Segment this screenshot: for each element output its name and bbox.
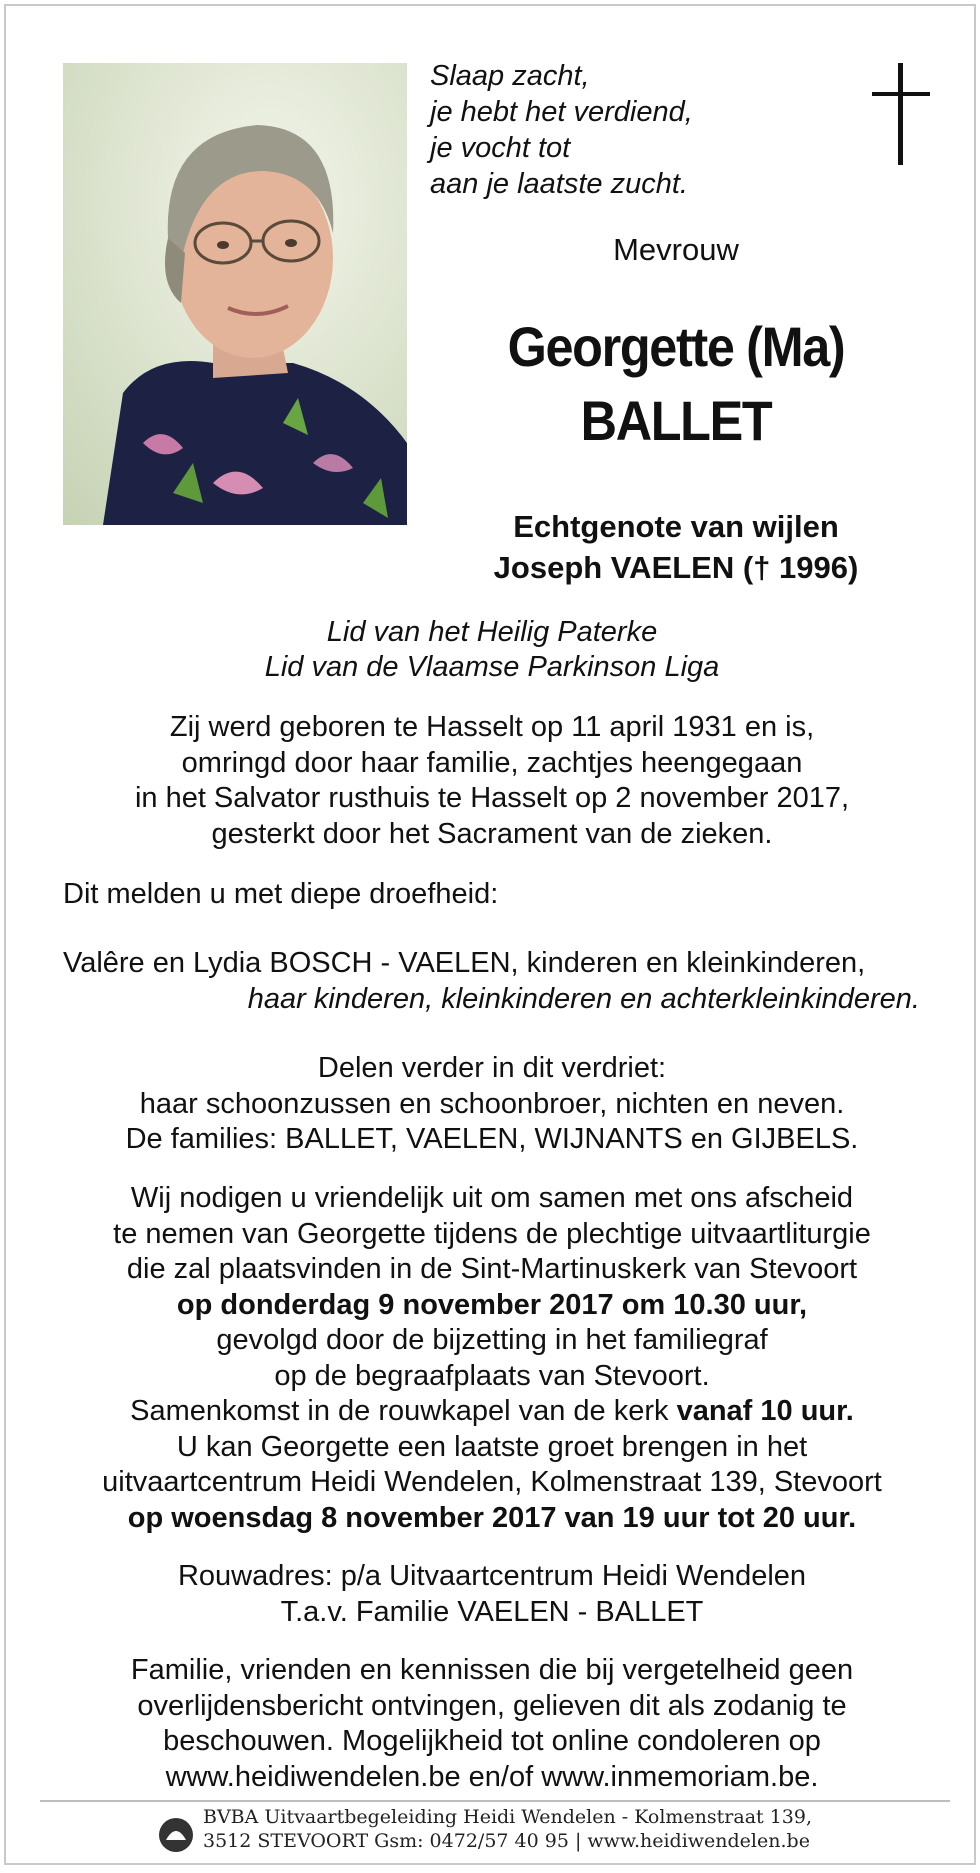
birth-line: Zij werd geboren te Hasselt op 11 april 1931 en is, — [169, 711, 815, 743]
share-paragraph — [26, 1051, 958, 1158]
cross-icon — [872, 63, 930, 165]
spouse-info — [426, 506, 926, 588]
membership-line: Lid van de Vlaamse Parkinson Liga — [264, 651, 720, 683]
spouse-line: Echtgenote van wijlen — [513, 509, 839, 544]
footer-line: BVBA Uitvaartbegeleiding Heidi Wendelen - Kolmenstraat 139, — [203, 1806, 813, 1828]
footer-line: 3512 STEVOORT Gsm: 0472/57 40 95 | www.heidiwendelen.be — [203, 1830, 810, 1852]
share-line: De families: BALLET, VAELEN, WIJNANTS en GIJBELS. — [125, 1123, 859, 1155]
poem-line: je vocht tot — [430, 132, 571, 164]
name-first: Georgette (Ma) — [507, 315, 845, 378]
portrait-illustration — [63, 63, 407, 525]
birth-paragraph — [26, 710, 958, 852]
invitation-paragraph — [26, 1181, 958, 1536]
invite-line: die zal plaatsvinden in de Sint-Martinuskerk van Stevoort — [126, 1253, 858, 1285]
notice-line: overlijdensbericht ontvingen, gelieven dit als zodanig te — [137, 1689, 847, 1722]
funeral-home-logo-icon — [156, 1814, 196, 1854]
portrait-photo — [63, 63, 407, 525]
share-line: Delen verder in dit verdriet: — [317, 1052, 667, 1084]
mourning-address — [26, 1559, 958, 1630]
invite-line: U kan Georgette een laatste groet brengen in het — [176, 1430, 808, 1463]
visitation-datetime: op woensdag 8 november 2017 van 19 uur tot 20 uur. — [127, 1501, 857, 1534]
notice-line: Familie, vrienden en kennissen die bij vergetelheid geen — [130, 1654, 854, 1686]
name-last: BALLET — [580, 389, 772, 452]
spouse-line: Joseph VAELEN († 1996) — [493, 550, 859, 585]
footer-info — [203, 1805, 812, 1853]
invite-line: Wij nodigen u vriendelijk uit om samen met ons afscheid — [130, 1182, 854, 1214]
poem-line: aan je laatste zucht. — [430, 168, 688, 200]
birth-line: in het Salvator rusthuis te Hasselt op 2 november 2017, — [134, 782, 850, 814]
address-line: T.a.v. Familie VAELEN - BALLET — [280, 1595, 704, 1628]
invite-line: op de begraafplaats van Stevoort. — [274, 1359, 710, 1392]
birth-line: omringd door haar familie, zachtjes heengegaan — [181, 746, 803, 779]
footer-divider — [40, 1800, 950, 1802]
invite-line: gevolgd door de bijzetting in het familiegraf — [216, 1324, 768, 1356]
notice-paragraph — [26, 1653, 958, 1795]
gathering-text: Samenkomst in de rouwkapel van de kerk — [130, 1395, 677, 1427]
family-line: Valêre en Lydia BOSCH - VAELEN, kinderen en kleinkinderen, — [63, 947, 866, 979]
notice-line: beschouwen. Mogelijkheid tot online condoleren op — [163, 1725, 821, 1757]
poem-line: Slaap zacht, — [430, 60, 590, 92]
gathering-line — [26, 1394, 958, 1430]
deceased-name — [451, 310, 901, 458]
address-line: Rouwadres: p/a Uitvaartcentrum Heidi Wendelen — [177, 1560, 807, 1592]
gathering-time: vanaf 10 uur. — [676, 1395, 854, 1427]
family-line-italic: haar kinderen, kleinkinderen en achterkleinkinderen. — [247, 983, 920, 1015]
obituary-card — [4, 4, 976, 1865]
poem-line: je hebt het verdiend, — [430, 96, 693, 128]
birth-line: gesterkt door het Sacrament van de zieken. — [211, 817, 773, 850]
poem — [430, 58, 693, 202]
invite-line: te nemen van Georgette tijdens de plechtige uitvaartliturgie — [113, 1217, 871, 1250]
announce-line: Dit melden u met diepe droefheid: — [63, 878, 499, 910]
memberships — [26, 615, 958, 685]
honorific: Mevrouw — [613, 232, 739, 267]
share-line: haar schoonzussen en schoonbroer, nichten en neven. — [139, 1087, 845, 1120]
notice-line: www.heidiwendelen.be en/of www.inmemoriam.be. — [165, 1760, 819, 1793]
invite-line: uitvaartcentrum Heidi Wendelen, Kolmenstraat 139, Stevoort — [102, 1466, 882, 1498]
service-datetime: op donderdag 9 november 2017 om 10.30 uur, — [176, 1288, 808, 1321]
membership-line: Lid van het Heilig Paterke — [326, 616, 658, 648]
